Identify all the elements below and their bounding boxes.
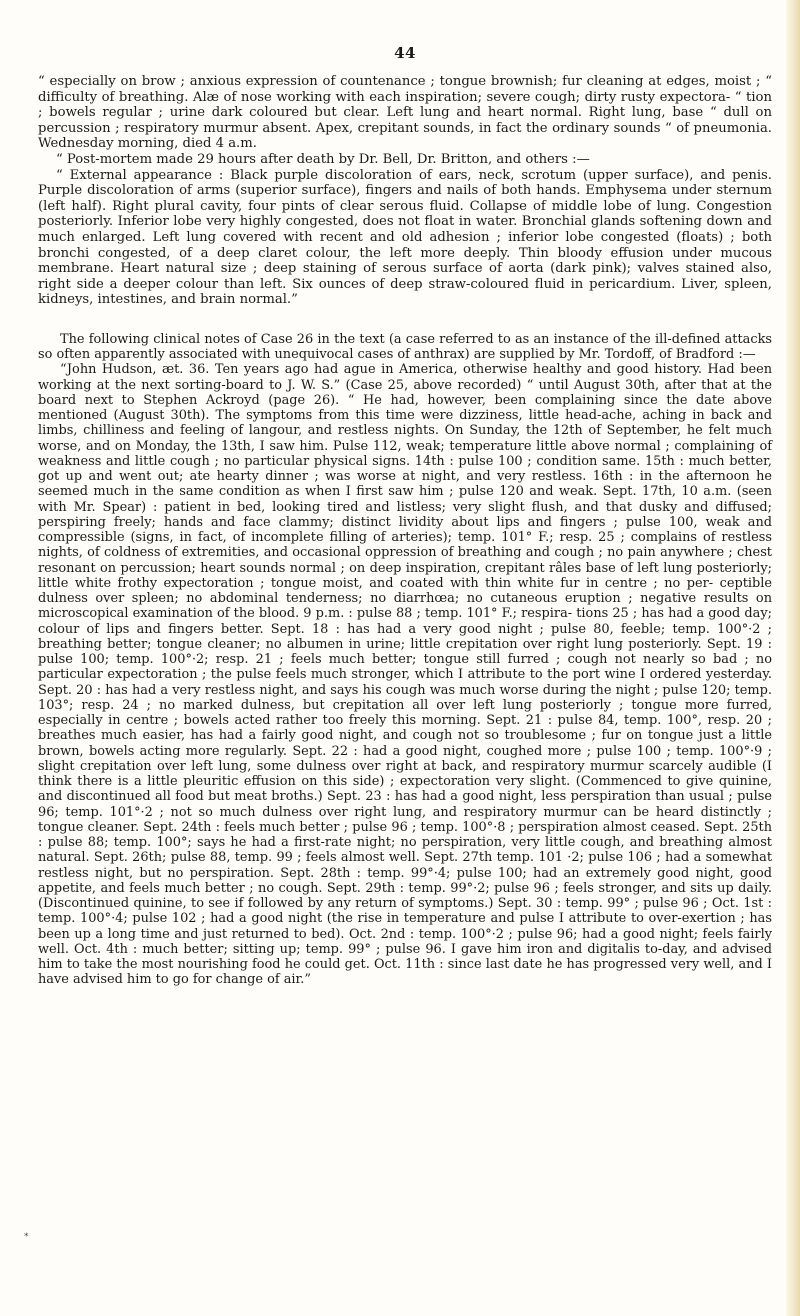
case-notes-paragraph: “John Hudson, æt. 36. Ten years ago had ague in America, otherwise healthy and good history. Had been working at the next sorting-board to J. W. S.” (Case 25, above recorded) “ until August 30th, after that at the board next to Stephen Ackroyd (page 26). “ He had, however, been complaining since the date above mentioned (August 30th). The symptoms from this time were dizziness, little head-ache, aching in back and limbs, chilliness and feeling of langour, and restless nights. On Sunday, the 12th of September, he felt much worse, and on Monday, the 13th, I saw him. Pulse 112, weak; temperature little above normal ; complaining of weakness and little cough ; no particular physical signs. 14th : pulse 100 ; condition same. 15th : much better, got up and went out; ate hearty dinner ; was worse at night, and very restless. 16th : in the afternoon he seemed much in the same condition as when I first saw him ; pulse 120 and weak. Sept. 17th, 10 a.m. (seen with Mr. Spear) : patient in bed, looking tired and listless; very slight flush, and that dusky and diffused; perspiring freely; hands and face clammy; distinct lividity about lips and fingers ; pulse 100, weak and compressible (signs, in fact, of incomplete filling of arteries); temp. 101° F.; resp. 25 ; complains of restless nights, of coldness of extremities, and occasional oppression of breathing and cough ; no pain anywhere ; chest resonant on percussion; heart sounds normal ; on deep inspiration, crepitant râles base of left lung posteriorly; little white frothy expectoration ; tongue moist, and coated with thin white fur in centre ; no per- ceptible dulness over spleen; no abdominal tenderness; no diarrhœa; no cutaneous eruption ; negative results on microscopical examination of the blood. 9 p.m. : pulse 88 ; temp. 101° F.; respira- tions 25 ; has had a good day; colour of lips and fingers better. Sept. 18 : has had a very good night ; pulse 80, feeble; temp. 100°·2 ; breathing better; tongue cleaner; no albumen in urine; little crepitation over right lung posteriorly. Sept. 19 : pulse 100; temp. 100°·2; resp. 21 ; feels much better; tongue still furred ; cough not nearly so bad ; no particular expectoration ; the pulse feels much stronger, which I attribute to the port wine I ordered yesterday. Sept. 20 : has had a very restless night, and says his cough was much worse during the night ; pulse 120; temp. 103°; resp. 24 ; no marked dulness, but crepitation all over left lung posteriorly ; tongue more furred, especially in centre ; bowels acted rather too freely this morning. Sept. 21 : pulse 84, temp. 100°, resp. 20 ; breathes much easier, has had a fairly good night, and cough not so troublesome ; fur on tongue just a little brown, bowels acting more regularly. Sept. 22 : had a good night, coughed more ; pulse 100 ; temp. 100°·9 ; slight crepitation over left lung, some dulness over right at back, and respiratory murmur scarcely audible (I think there is a little pleuritic effusion on this side) ; expectoration very slight. (Commenced to give quinine, and discontinued all food but meat broths.) Sept. 23 : has had a good night, less perspiration than usual ; pulse 96; temp. 101°·2 ; not so much dulness over right lung, and respiratory murmur can be heard distinctly ; tongue cleaner. Sept. 24th : feels much better ; pulse 96 ; temp. 100°·8 ; perspiration almost ceased. Sept. 25th : pulse 88; temp. 100°; says he had a first-rate night; no perspiration, very little cough, and breathing almost natural. Sept. 26th; pulse 88, temp. 99 ; feels almost well. Sept. 27th temp. 101 ·2; pulse 106 ; had a somewhat restless night, but no perspiration. Sept. 28th : temp. 99°·4; pulse 100; had an extremely good night, good appetite, and feels much better ; no cough. Sept. 29th : temp. 99°·2; pulse 96 ; feels stronger, and sits up daily. (Discontinued quinine, to see if followed by any return of symptoms.) Sept. 30 : temp. 99° ; pulse 96 ; Oct. 1st : temp. 100°·4; pulse 102 ; had a good night (the rise in temperature and pulse I attribute to over-exertion ; has been up a long time and just returned to bed). Oct. 2nd : temp. 100°·2 ; pulse 96; had a good night; feels fairly well. Oct. 4th : much better; sitting up; temp. 99° ; pulse 96. I gave him iron and digitalis to-day, and advised him to take the most nourishing food he could get. Oct. 11th : since last date he has progressed very well, and I have advised him to go for change of air.” xyxy=(38,362,772,988)
page-edge-shadow xyxy=(786,0,800,1316)
corner-mark: * xyxy=(24,1232,29,1242)
quote-paragraph-clinical: “ especially on brow ; anxious expression of countenance ; tongue brownish; fur cleaning at edges, moist ; “ difficulty of breathing. Alæ of nose working with each inspiration; severe cough; dirty rusty expectora- “ tion ; bowels regular ; urine dark coloured but clear. Left lung and heart normal. Right lung, base “ dull on percussion ; respiratory murmur absent. Apex, crepitant sounds, in fact the ordinary sounds “ of pneumonia. Wednesday morning, died 4 a.m. xyxy=(38,74,772,152)
intro-paragraph: The following clinical notes of Case 26 in the text (a case referred to as an instance of the ill-defined attacks so often apparently associated with unequivocal cases of anthrax) are supplied by Mr. Tordoff, of Bradford :— xyxy=(38,331,772,363)
page-number: 44 xyxy=(394,44,416,62)
quote-paragraph-external-appearance: “ External appearance : Black purple discoloration of ears, neck, scrotum (upper surface), and penis. Purple discoloration of arms (superior surface), fingers and nails of both hands. Emphysema under sternum (left half). Right plural cavity, four pints of clear serous fluid. Collapse of middle lobe of lung. Congestion posteriorly. Inferior lobe very highly congested, does not float in water. Bronchial glands softening down and much enlarged. Left lung covered with recent and old adhesion ; inferior lobe congested (floats) ; both bronchi congested, of a deep claret colour, the left more deeply. Thin bloody effusion under mucous membrane. Heart natural size ; deep staining of serous surface of aorta (dark pink); valves stained also, right side a deeper colour than left. Six ounces of deep straw-coloured fluid in pericardium. Liver, spleen, kidneys, intestines, and brain normal.” xyxy=(38,167,772,308)
document-page xyxy=(38,0,772,988)
section-gap xyxy=(38,308,772,332)
post-mortem-quote-block xyxy=(38,74,772,308)
clinical-notes-block xyxy=(38,332,772,988)
quote-paragraph-post-mortem: “ Post-mortem made 29 hours after death by Dr. Bell, Dr. Britton, and others :— xyxy=(56,151,590,167)
